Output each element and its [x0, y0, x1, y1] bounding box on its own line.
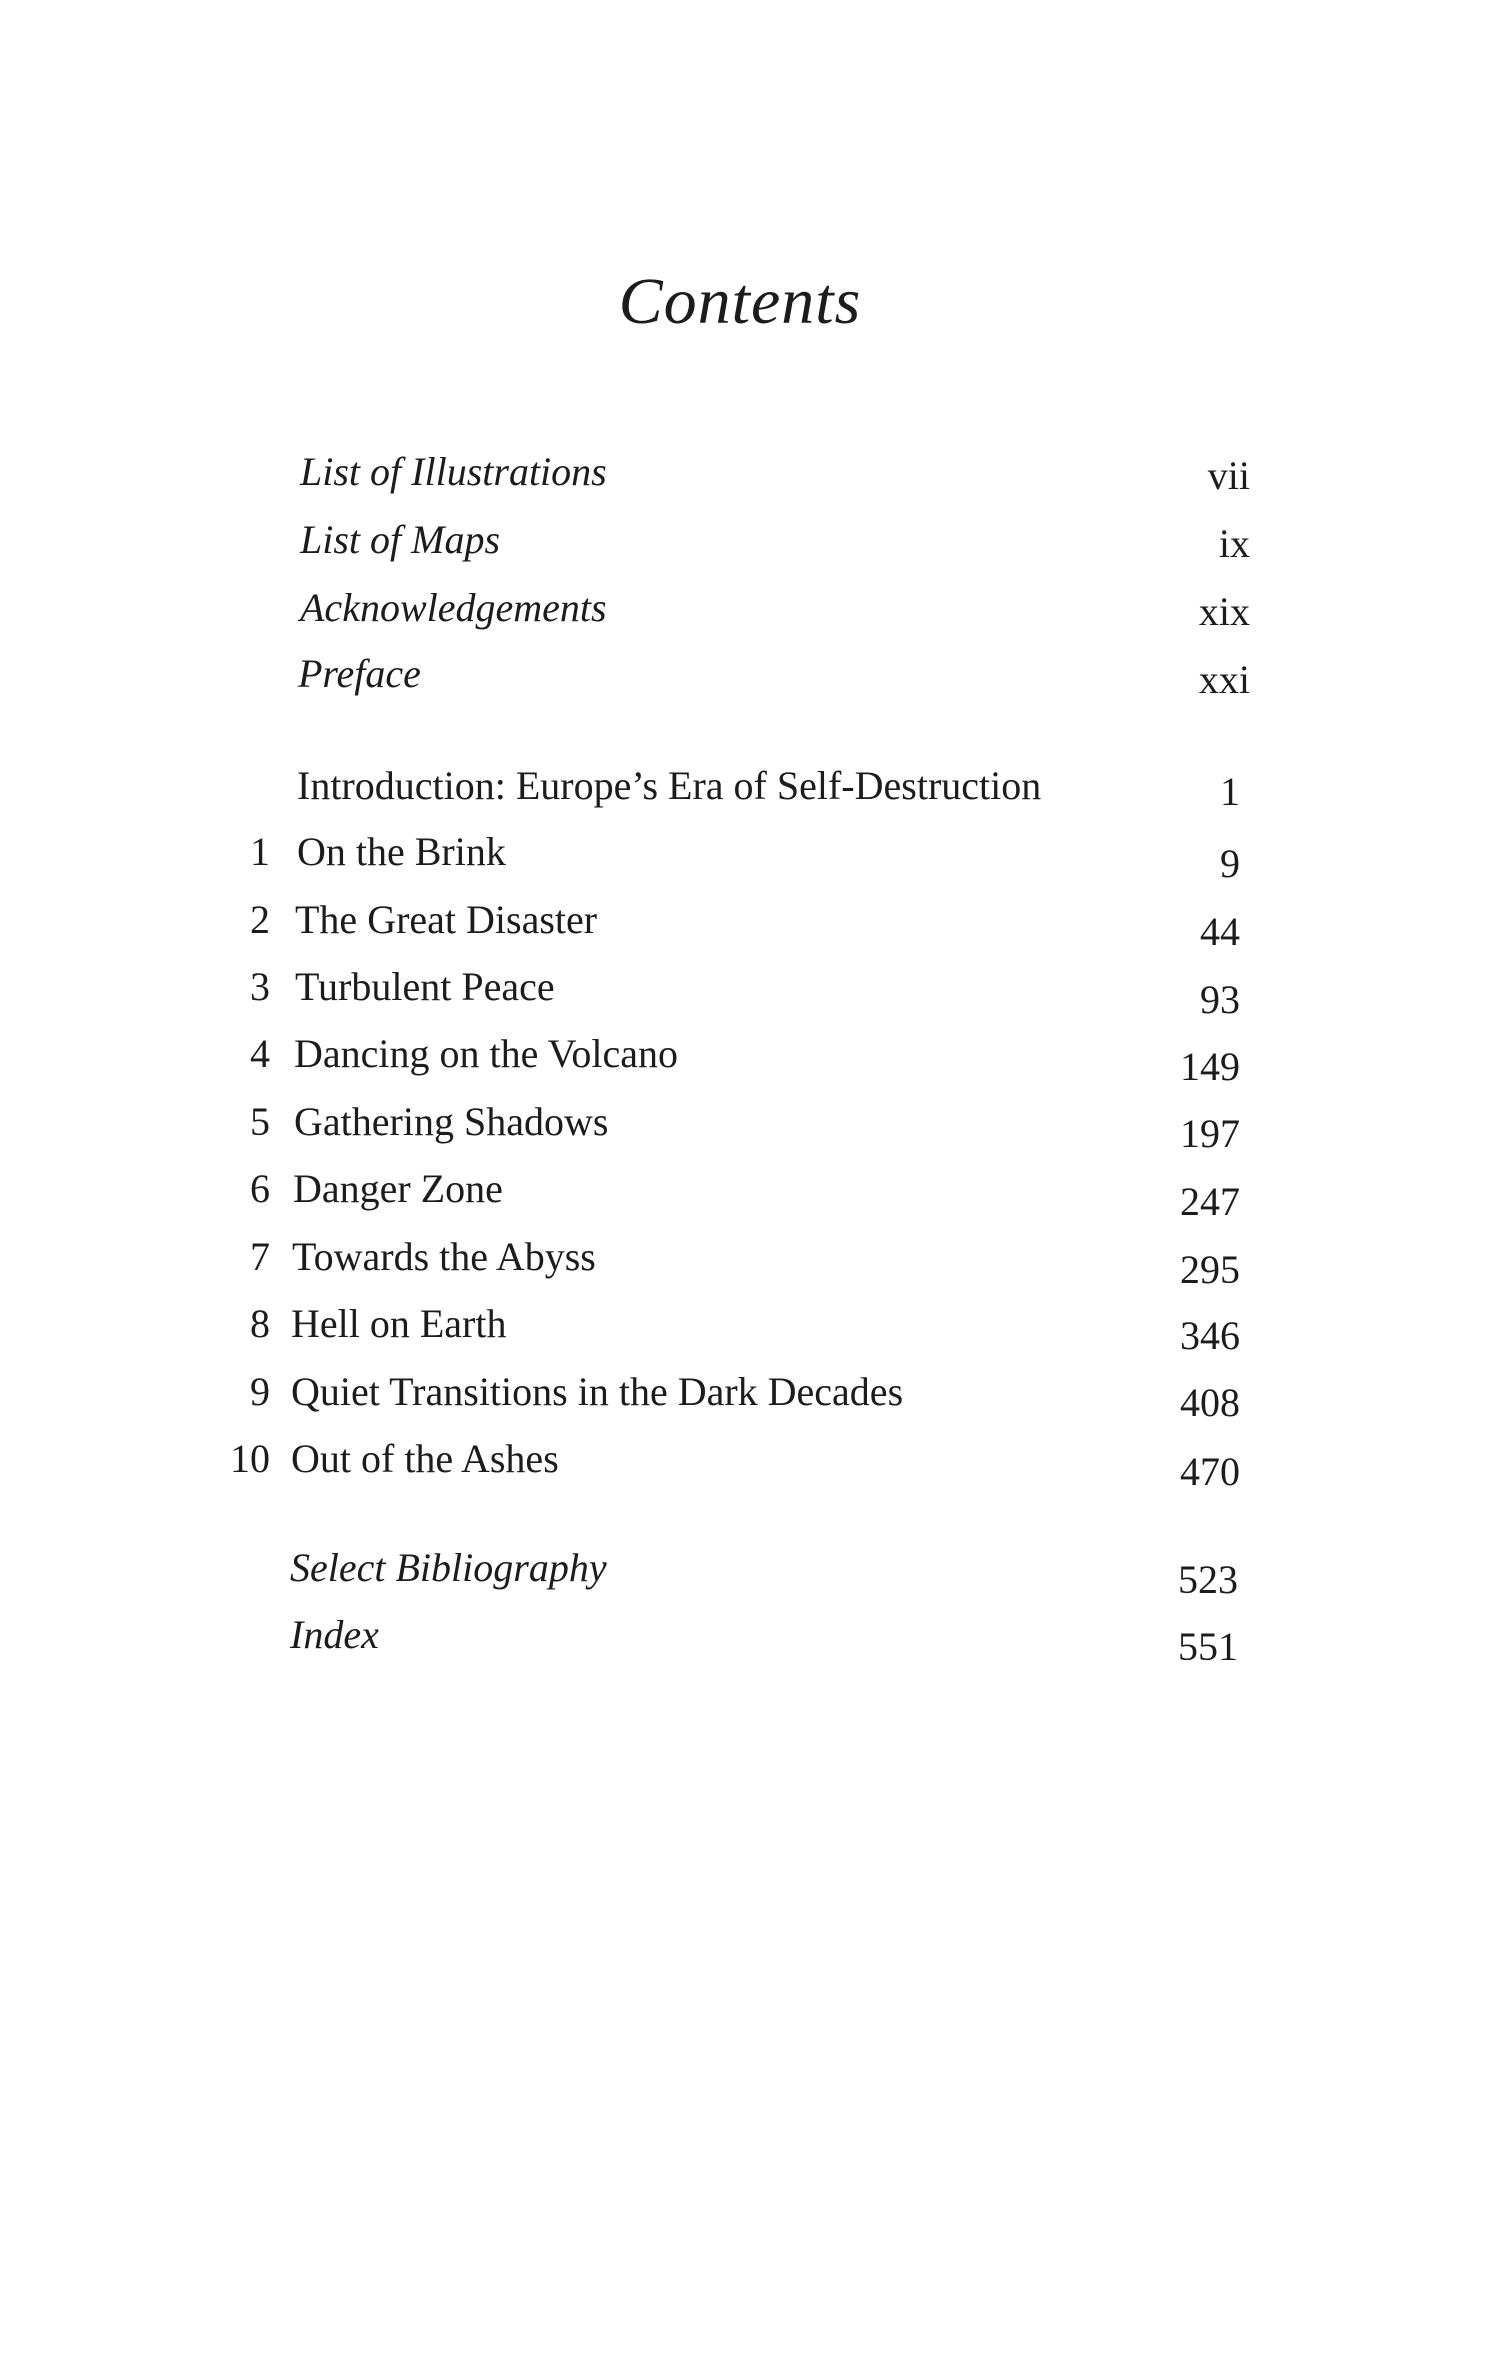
toc-entry-page	[1050, 582, 1250, 642]
toc-entry-page	[1040, 834, 1240, 894]
page-number: 470	[1180, 1449, 1240, 1494]
page-number: vii	[1207, 453, 1250, 498]
toc-entry-page	[1040, 1306, 1240, 1366]
page-title: Contents	[618, 265, 862, 338]
chapter-number: 10	[230, 1436, 270, 1481]
toc-entry-introduction	[297, 756, 1097, 816]
chapter-number: 3	[250, 964, 270, 1009]
toc-entry-page	[1040, 970, 1240, 1030]
toc-entry-page	[1040, 1442, 1240, 1502]
chapter-number: 9	[250, 1369, 270, 1414]
chapter-title: The Great Disaster	[295, 897, 598, 942]
page-number: 93	[1200, 977, 1240, 1022]
toc-entry-page	[1038, 1617, 1238, 1677]
chapter-number: 2	[250, 897, 270, 942]
toc-entry-page	[1040, 902, 1240, 962]
chapter-title: Turbulent Peace	[295, 964, 555, 1009]
toc-entry-page	[1040, 1240, 1240, 1300]
page-number: xxi	[1198, 657, 1250, 702]
chapter-title: Hell on Earth	[291, 1301, 507, 1346]
chapter-number: 5	[250, 1099, 270, 1144]
chapter-number: 8	[250, 1301, 270, 1346]
toc-entry-label: Preface	[298, 651, 421, 696]
page-number: 247	[1180, 1179, 1240, 1224]
toc-entry-label: Introduction: Europe’s Era of Self-Destruction	[297, 763, 1042, 808]
page-number: 149	[1180, 1044, 1240, 1089]
page-number: 44	[1200, 909, 1240, 954]
toc-entry-label: Index	[290, 1612, 379, 1657]
page-number: 1	[1220, 769, 1240, 814]
chapter-number: 4	[250, 1031, 270, 1076]
page-number: 295	[1180, 1247, 1240, 1292]
toc-entry-page	[1038, 1550, 1238, 1610]
chapter-title: Gathering Shadows	[294, 1099, 609, 1144]
toc-entry-page	[1040, 1104, 1240, 1164]
toc-entry-page	[1050, 650, 1250, 710]
toc-entry-page	[1050, 446, 1250, 506]
chapter-number: 6	[250, 1166, 270, 1211]
page-number: 9	[1220, 841, 1240, 886]
toc-entry-page	[1040, 1172, 1240, 1232]
chapter-title: Out of the Ashes	[291, 1436, 559, 1481]
chapter-number: 7	[250, 1234, 270, 1279]
chapter-title: Towards the Abyss	[292, 1234, 596, 1279]
page-number: 523	[1178, 1557, 1238, 1602]
toc-entry-label: List of Maps	[300, 517, 501, 562]
page-number: 346	[1180, 1313, 1240, 1358]
page-number: 197	[1180, 1111, 1240, 1156]
chapter-number: 1	[250, 829, 270, 874]
chapter-title: Danger Zone	[293, 1166, 503, 1211]
toc-entry-page	[1040, 1373, 1240, 1433]
toc-entry-label: Select Bibliography	[290, 1545, 607, 1590]
toc-entry-page	[1040, 762, 1240, 822]
toc-entry-label: List of Illustrations	[300, 449, 607, 494]
chapter-title: Quiet Transitions in the Dark Decades	[291, 1369, 904, 1414]
page-number: xix	[1198, 589, 1250, 634]
page-number: 551	[1178, 1624, 1238, 1669]
chapter-title: Dancing on the Volcano	[294, 1031, 679, 1076]
toc-entry-page	[1040, 1037, 1240, 1097]
page-number: ix	[1218, 521, 1250, 566]
page-number: 408	[1180, 1380, 1240, 1425]
chapter-title: On the Brink	[297, 829, 506, 874]
toc-entry-label: Acknowledgements	[300, 585, 607, 630]
toc-entry-page	[1050, 514, 1250, 574]
